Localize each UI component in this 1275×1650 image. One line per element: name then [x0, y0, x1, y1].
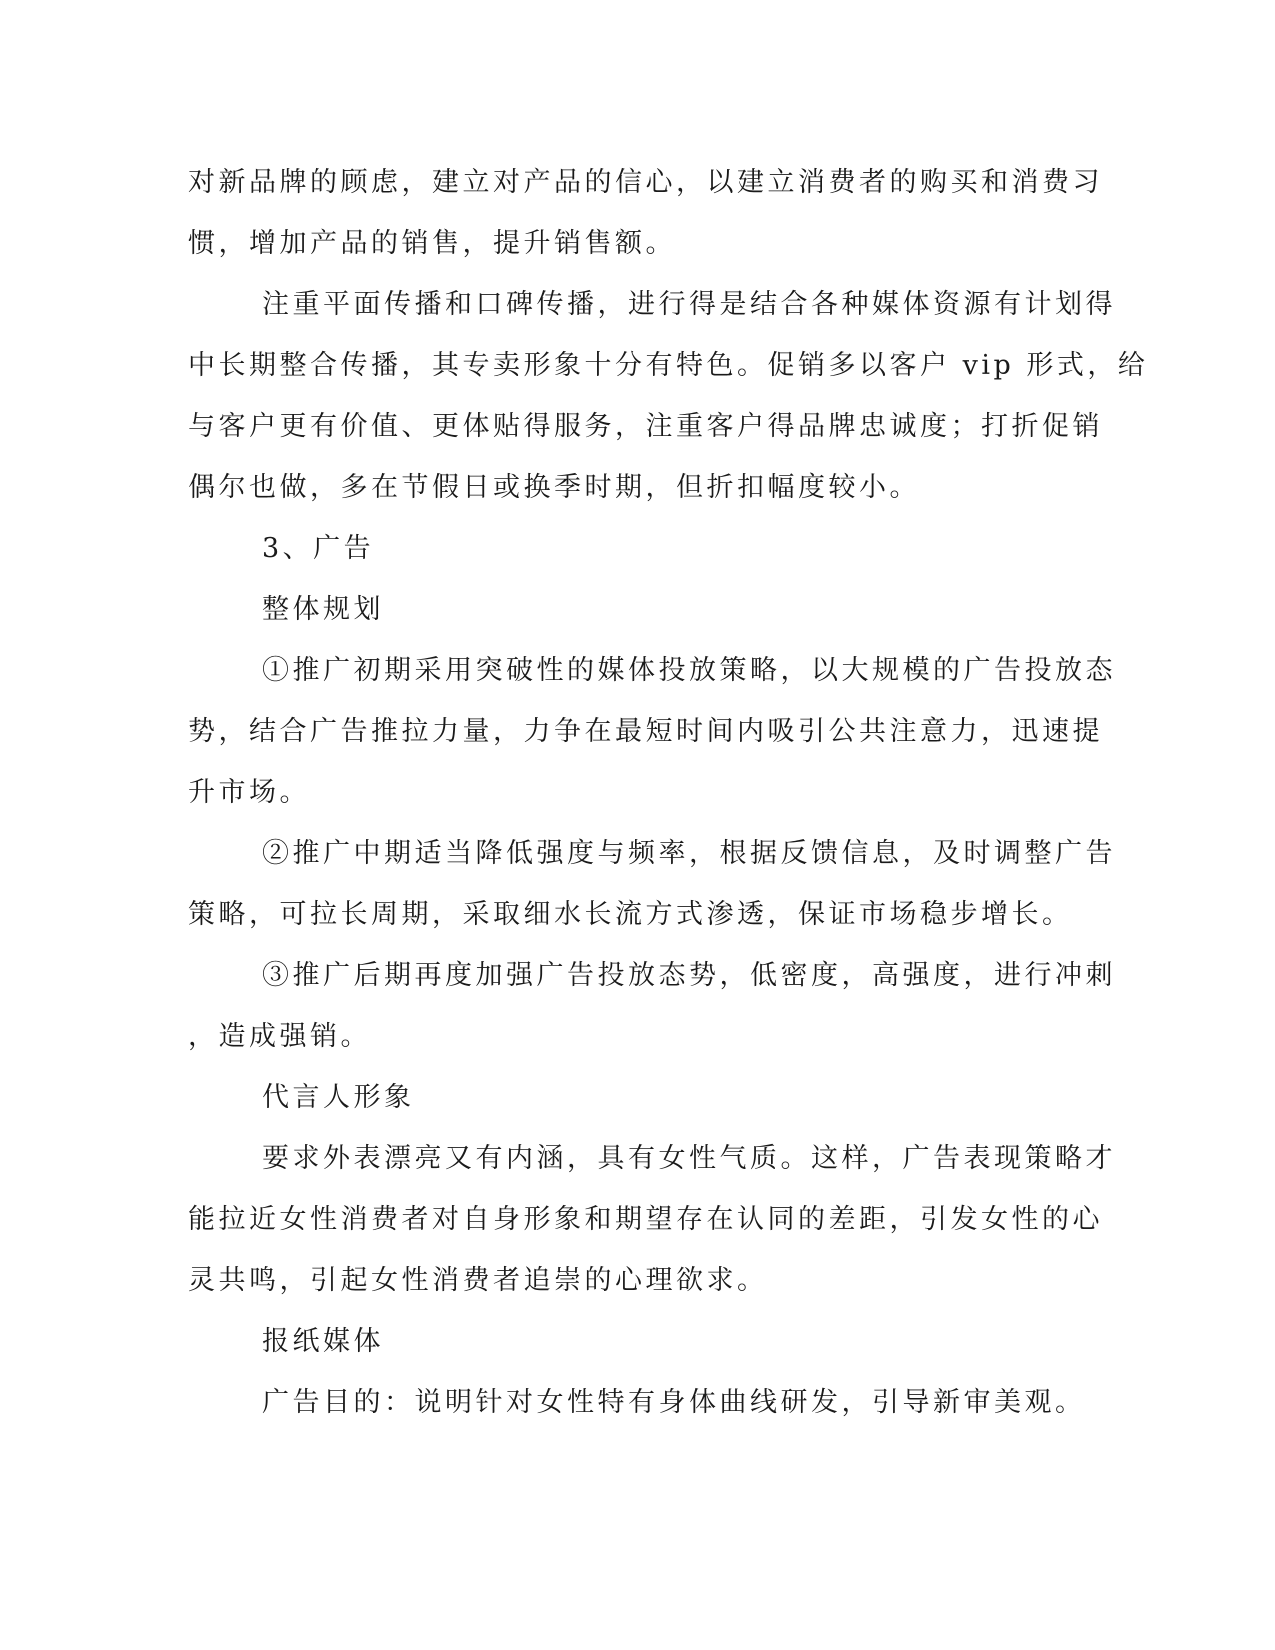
text-line: 对新品牌的顾虑，建立对产品的信心，以建立消费者的购买和消费习	[188, 167, 1103, 198]
text-line: 要求外表漂亮又有内涵，具有女性气质。这样，广告表现策略才	[262, 1143, 1116, 1174]
subheading: 代言人形象	[262, 1082, 415, 1113]
body-text	[188, 152, 1149, 1433]
text-line: 策略，可拉长周期，采取细水长流方式渗透，保证市场稳步增长。	[188, 899, 1073, 930]
text-line: 偶尔也做，多在节假日或换季时期，但折扣幅度较小。	[188, 472, 920, 503]
text-line: 广告目的：说明针对女性特有身体曲线研发，引导新审美观。	[262, 1387, 1086, 1418]
text-line: ③推广后期再度加强广告投放态势，低密度，高强度，进行冲刺	[262, 960, 1116, 991]
text-line: 势，结合广告推拉力量，力争在最短时间内吸引公共注意力，迅速提	[188, 716, 1103, 747]
text-line: ②推广中期适当降低强度与频率，根据反馈信息，及时调整广告	[262, 838, 1116, 869]
text-line: ①推广初期采用突破性的媒体投放策略，以大规模的广告投放态	[262, 655, 1116, 686]
subheading: 整体规划	[262, 594, 384, 625]
text-line: 中长期整合传播，其专卖形象十分有特色。促销多以客户 vip 形式，给	[188, 350, 1149, 381]
text-line: ，造成强销。	[188, 1021, 371, 1052]
text-line: 灵共鸣，引起女性消费者追崇的心理欲求。	[188, 1265, 768, 1296]
section-heading: 3、广告	[262, 533, 375, 564]
text-line: 与客户更有价值、更体贴得服务，注重客户得品牌忠诚度；打折促销	[188, 411, 1103, 442]
text-line: 惯，增加产品的销售，提升销售额。	[188, 228, 676, 259]
text-line: 升市场。	[188, 777, 310, 808]
text-line: 能拉近女性消费者对自身形象和期望存在认同的差距，引发女性的心	[188, 1204, 1103, 1235]
text-line: 注重平面传播和口碑传播，进行得是结合各种媒体资源有计划得	[262, 289, 1116, 320]
subheading: 报纸媒体	[262, 1326, 384, 1357]
